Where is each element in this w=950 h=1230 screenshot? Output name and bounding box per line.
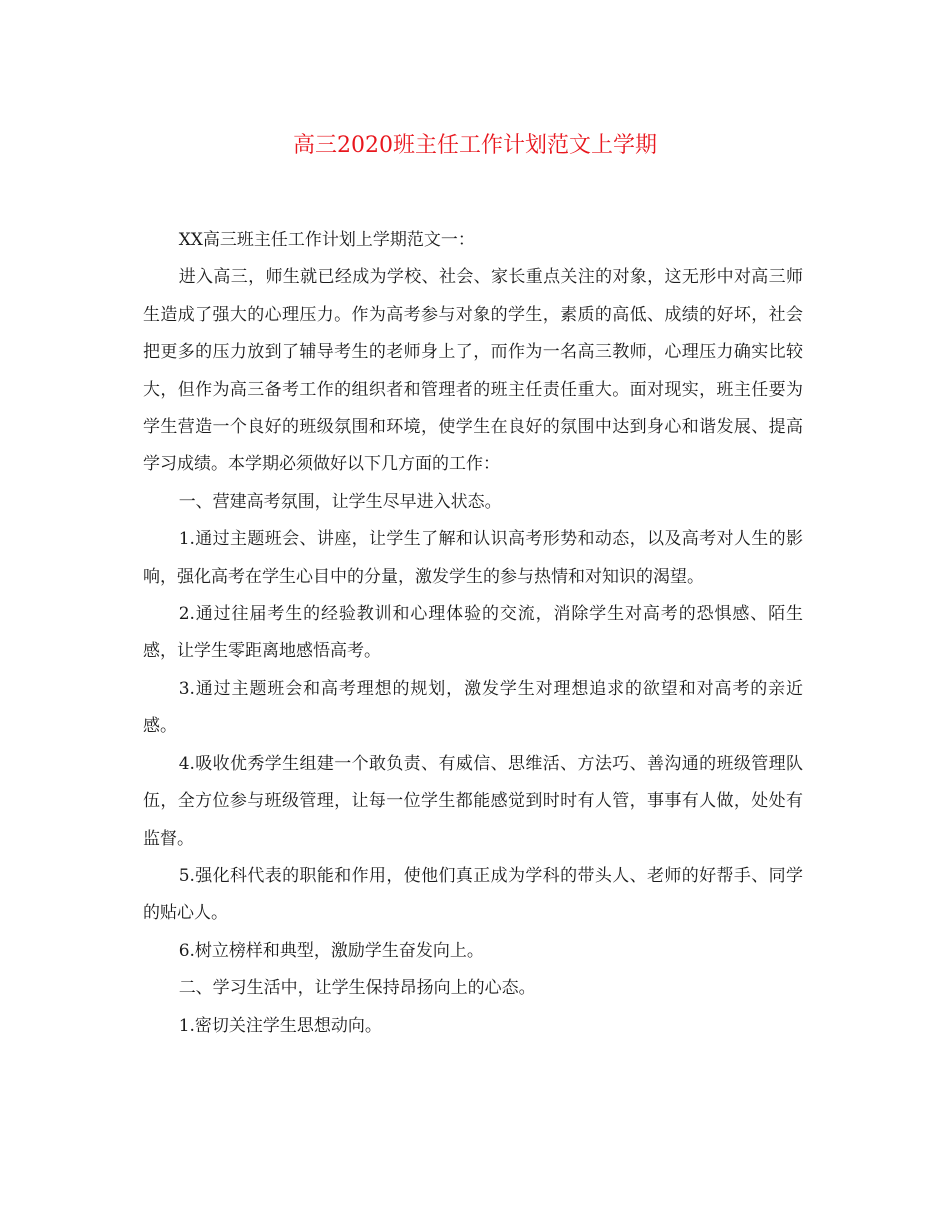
paragraph-intro: 进入高三，师生就已经成为学校、社会、家长重点关注的对象，这无形中对高三师生造成了强大的心理压力。作为高考参与对象的学生，素质的高低、成绩的好坏，社会把更多的压力放到了辅导考生的老师身上了，而作为一名高三教师，心理压力确实比较大，但作为高三备考工作的组织者和管理者的班主任责任重大。面对现实，班主任要为学生营造一个良好的班级氛围和环境，使学生在良好的氛围中达到身心和谐发展、提高学习成绩。本学期必须做好以下几方面的工作：: [143, 267, 803, 475]
list-item-1-6: 6.树立榜样和典型，激励学生奋发向上。: [178, 940, 484, 961]
paragraph-intro-heading: XX高三班主任工作计划上学期范文一：: [178, 230, 475, 250]
section-heading-1: 一、营建高考氛围，让学生尽早进入状态。: [178, 491, 502, 512]
list-item-1-1: 1.通过主题班会、讲座，让学生了解和认识高考形势和动态，以及高考对人生的影响，强化高考在学生心目中的分量，激发学生的参与热情和对知识的渴望。: [143, 529, 803, 587]
list-item-1-5: 5.强化科代表的职能和作用，使他们真正成为学科的带头人、老师的好帮手、同学的贴心人。: [143, 865, 803, 924]
list-item-2-1: 1.密切关注学生思想动向。: [178, 1015, 382, 1036]
document-title: 高三2020班主任工作计划范文上学期: [293, 133, 657, 158]
document-body: [143, 222, 803, 1045]
section-heading-2: 二、学习生活中，让学生保持昂扬向上的心态。: [178, 978, 536, 999]
list-item-1-3: 3.通过主题班会和高考理想的规划，激发学生对理想追求的欲望和对高考的亲近感。: [143, 678, 803, 737]
list-item-1-4: 4.吸收优秀学生组建一个敢负责、有威信、思维活、方法巧、善沟通的班级管理队伍，全方位参与班级管理，让每一位学生都能感觉到时时有人管，事事有人做，处处有监督。: [143, 753, 803, 849]
list-item-1-2: 2.通过往届考生的经验教训和心理体验的交流，消除学生对高考的恐惧感、陌生感，让学生零距离地感悟高考。: [143, 604, 803, 662]
